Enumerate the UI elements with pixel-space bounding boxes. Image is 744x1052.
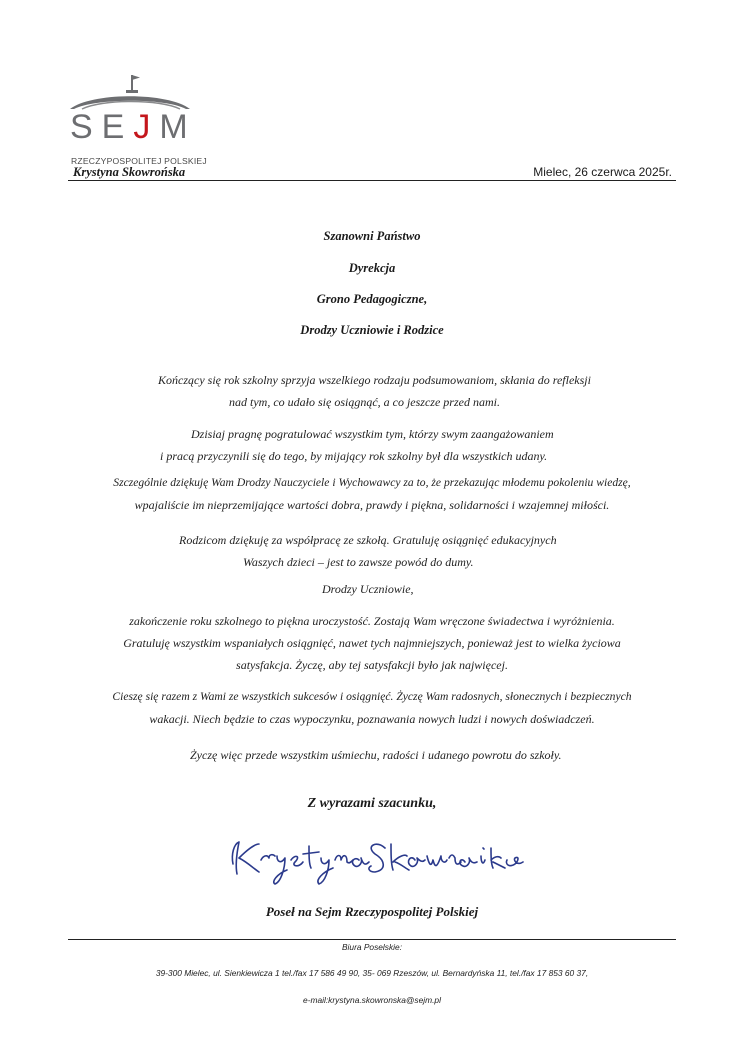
body-line: nad tym, co udało się osiągnąć, a co jeszcze przed nami. xyxy=(229,395,500,409)
body-line: Drodzy Uczniowie, xyxy=(322,582,414,596)
body-line: Kończący się rok szkolny sprzyja wszelkiego rodzaju podsumowaniom, skłania do refleksji xyxy=(158,373,591,387)
body-paragraph xyxy=(0,744,744,766)
sejm-dome-icon xyxy=(68,72,192,112)
body-line: Rodzicom dziękuję za współpracę ze szkołą. Gratuluję osiągnięć edukacyjnych xyxy=(179,533,557,547)
salutation-line: Drodzy Uczniowie i Rodzice xyxy=(300,323,444,337)
body-line: Szczególnie dziękuję Wam Drodzy Nauczyciele i Wychowawcy za to, że przekazując młodemu pokoleniu wiedzę, xyxy=(113,476,631,489)
sejm-logo xyxy=(68,72,207,168)
sejm-wordmark: SEJM xyxy=(70,108,197,146)
footer-heading: Biura Poselskie: xyxy=(341,942,403,952)
body-paragraph xyxy=(0,610,744,676)
body-line: Gratuluję wszystkim wspaniałych osiągnięć, nawet tych najmniejszych, ponieważ jest to wielka życiowa xyxy=(123,636,621,650)
closing-phrase: Z wyrazami szacunku, xyxy=(307,796,437,811)
body-line: Waszych dzieci – jest to zawsze powód do dumy. xyxy=(243,555,474,569)
body-line: zakończenie roku szkolnego to piękna uroczystość. Zostają Wam wręczone świadectwa i wyróżnienia. xyxy=(129,614,615,628)
body-line: i pracą przyczynili się do tego, by mijający rok szkolny był dla wszystkich udany. xyxy=(160,449,548,463)
footer-email: e-mail:krystyna.skowronska@sejm.pl xyxy=(303,995,441,1005)
place-date: Mielec, 26 czerwca 2025r. xyxy=(533,165,672,179)
handwritten-signature xyxy=(225,824,525,894)
body-line: Życzę więc przede wszystkim uśmiechu, radości i udanego powrotu do szkoły. xyxy=(190,748,562,762)
body-line: Cieszę się razem z Wami ze wszystkich sukcesów i osiągnięć. Życzę Wam radosnych, słonecznych i bezpiecznych xyxy=(112,690,632,703)
body-line: wakacji. Niech będzie to czas wypoczynku, poznawania nowych ludzi i nowych doświadczeń. xyxy=(149,712,595,726)
body-line: wpajaliście im nieprzemijające wartości dobra, prawdy i piękna, solidarności i wzajemnej miłości. xyxy=(134,498,610,512)
body-paragraph xyxy=(0,369,744,413)
salutation-line: Dyrekcja xyxy=(348,261,396,275)
body-paragraph xyxy=(0,472,744,516)
signer-title: Poseł na Sejm Rzeczypospolitej Polskiej xyxy=(265,904,479,919)
body-paragraph xyxy=(0,423,744,467)
author-name: Krystyna Skowrońska xyxy=(73,165,186,179)
salutation-line: Szanowni Państwo xyxy=(323,229,421,243)
footer-addresses: 39-300 Mielec, ul. Sienkiewicza 1 tel./fax 17 586 49 90, 35- 069 Rzeszów, ul. Bernardyńska 11, tel./fax 17 853 60 37, xyxy=(155,968,589,978)
body-paragraph xyxy=(0,686,744,730)
logo-subtitle: RZECZYPOSPOLITEJ POLSKIEJ xyxy=(71,156,207,166)
body-line: satysfakcja. Życzę, aby tej satysfakcji było jak najwięcej. xyxy=(236,658,508,672)
body-paragraph xyxy=(0,578,744,600)
footer-divider xyxy=(68,939,676,940)
salutation-line: Grono Pedagogiczne, xyxy=(316,292,428,306)
body-line: Dzisiaj pragnę pogratulować wszystkim tym, którzy swym zaangażowaniem xyxy=(191,427,554,441)
body-paragraph xyxy=(0,529,744,573)
header-divider xyxy=(68,180,676,181)
